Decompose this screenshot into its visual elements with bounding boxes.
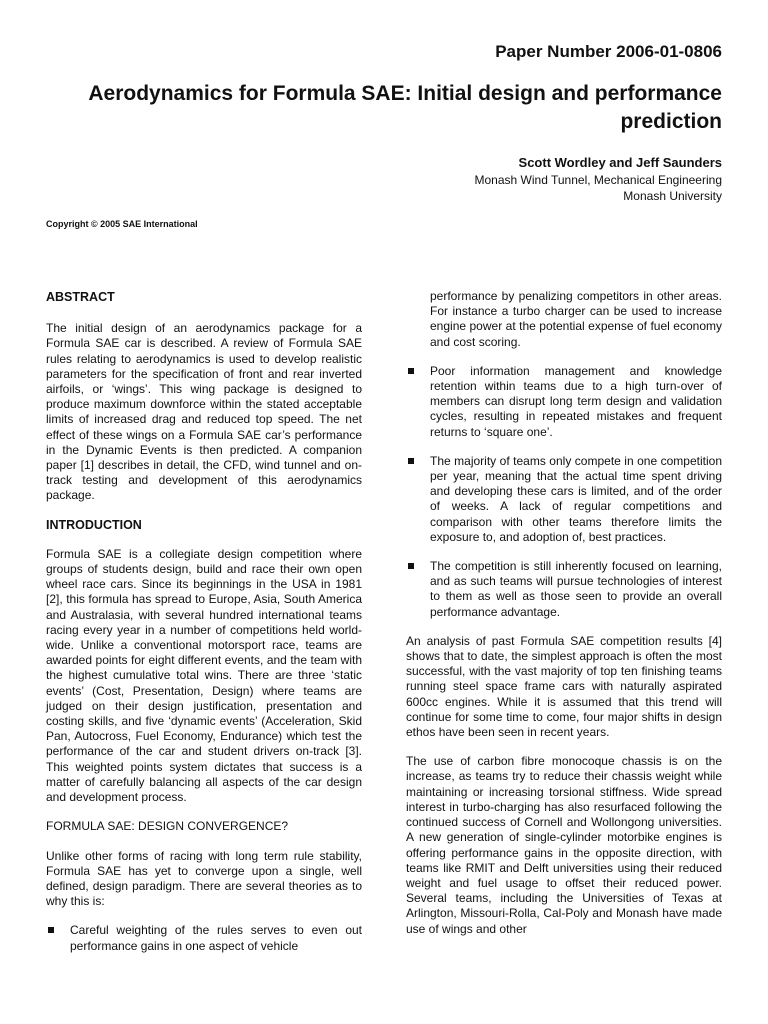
bullet-square-icon xyxy=(408,563,414,569)
spacer xyxy=(406,440,722,454)
bullet-square-icon xyxy=(48,927,54,933)
bullet-text: The competition is still inherently focused on learning, and as such teams will pursue technologies of interest to them as well as those seen to provide an overall performance advantage. xyxy=(430,559,722,619)
abstract-heading: ABSTRACT xyxy=(46,290,115,304)
left-column xyxy=(46,290,362,954)
convergence-heading: FORMULA SAE: DESIGN CONVERGENCE? xyxy=(46,819,289,834)
right-column xyxy=(406,289,722,937)
affiliation-department: Monash Wind Tunnel, Mechanical Engineering xyxy=(474,173,722,187)
introduction-heading: INTRODUCTION xyxy=(46,517,142,532)
bullet-square-icon xyxy=(408,368,414,374)
bullet-text: Careful weighting of the rules serves to even out performance gains in one aspect of vehicle xyxy=(70,923,362,953)
list-item xyxy=(406,454,722,545)
list-item xyxy=(406,289,722,350)
bullet-text: Poor information management and knowledge retention within teams due to a high turn-over of members can disrupt long term design and validation cycles, resulting in repeated mistakes and frequent returns to ‘square one’. xyxy=(430,363,722,439)
bullet-text: The majority of teams only compete in one competition per year, meaning that the actual time spent driving and developing these cars is limited, and of the order of weeks. A lack of regular competitions and comparison with other teams therefore limits the exposure to, and adoption of, best practices. xyxy=(430,453,722,544)
affiliation-university: Monash University xyxy=(623,189,722,203)
authors: Scott Wordley and Jeff Saunders xyxy=(518,155,722,170)
bullet-list xyxy=(46,923,362,953)
list-item xyxy=(406,364,722,440)
list-item xyxy=(46,923,362,953)
bullet-text: performance by penalizing competitors in other areas. For instance a turbo charger can be used to increase engine power at the potential expense of fuel economy and cost scoring. xyxy=(430,289,722,349)
introduction-text: Formula SAE is a collegiate design competition where groups of students design, build and race their own open wheel race cars. Since its beginnings in the USA in 1981 [2], this formula has spread to Europe, Asia, South America and Australasia, with several hundred international teams racing every year in a number of competitions held world-wide. Unlike a conventional motorsport race, teams are awarded points for eight different events, and the team with the highest cumulative total wins. There are three ‘static events’ (Cost, Presentation, Design) where teams are judged on their design justification, presentation and costing skills, and five ‘dynamic events’ (Acceleration, Skid Pan, Autocross, Fuel Economy, Endurance) which test the performance of the car and student drivers on-track [3]. This weighted points system dictates that success is a matter of carefully balancing all aspects of the car design and development process. xyxy=(46,546,362,805)
analysis-paragraph: An analysis of past Formula SAE competition results [4] shows that to date, the simplest approach is often the most successful, with the vast majority of top ten finishing teams running steel space frame cars with naturally aspirated 600cc engines. While it is assumed that this trend will continue for some time to come, four major shifts in design ethos have been seen in recent years. xyxy=(406,633,722,740)
copyright-notice: Copyright © 2005 SAE International xyxy=(46,219,198,229)
abstract-text: The initial design of an aerodynamics package for a Formula SAE car is described. A review of Formula SAE rules relating to aerodynamics is used to develop realistic parameters for the specification of front and rear inverted airfoils, or ‘wings’. This wing package is designed to produce maximum downforce within the stated acceptable limits of increased drag and reduced top speed. The net effect of these wings on a Formula SAE car’s performance in the Dynamic Events is then predicted. A companion paper [1] describes in detail, the CFD, wind tunnel and on-track testing and development of this aerodynamics package. xyxy=(46,321,362,503)
spacer xyxy=(406,545,722,559)
list-item xyxy=(406,559,722,620)
bullet-square-icon xyxy=(408,458,414,464)
spacer xyxy=(406,350,722,364)
bullet-list-continued xyxy=(406,289,722,620)
paper-number: Paper Number 2006-01-0806 xyxy=(495,42,722,61)
paper-title: Aerodynamics for Formula SAE: Initial design and performance prediction xyxy=(88,82,722,133)
convergence-text: Unlike other forms of racing with long term rule stability, Formula SAE has yet to converge upon a single, well defined, design paradigm. There are several theories as to why this is: xyxy=(46,848,362,909)
carbon-fibre-paragraph: The use of carbon fibre monocoque chassis is on the increase, as teams try to reduce their chassis weight while maintaining or increasing torsional stiffness. Wide spread interest in turbo-charging has also resurfaced following the continued success of Cornell and Wollongong universities. A new generation of single-cylinder motorbike engines is offering performance gains in the opposite direction, with teams like RMIT and Delft universities using their reduced weight and fuel usage to offset their reduced power. Several teams, including the Universities of Texas at Arlington, Missouri-Rolla, Cal-Poly and Monash have made use of wings and other xyxy=(406,754,722,936)
